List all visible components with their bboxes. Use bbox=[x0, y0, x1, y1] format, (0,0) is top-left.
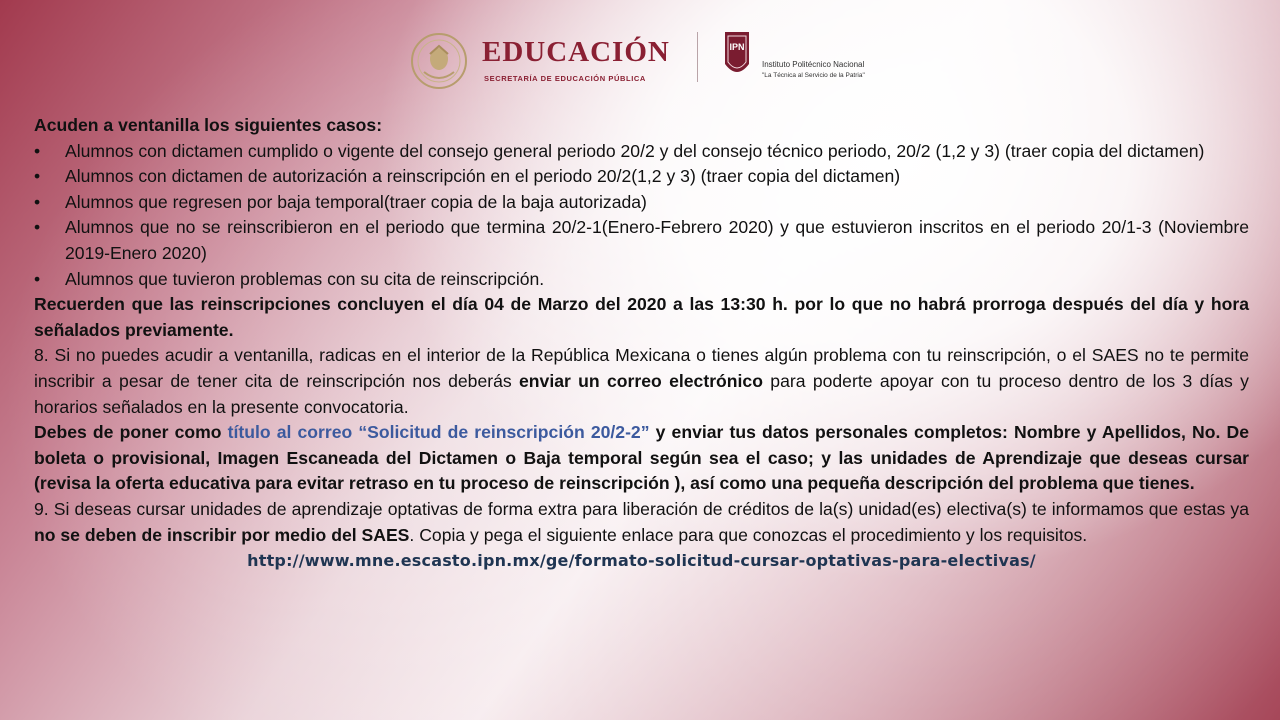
ipn-logo-text: IPN bbox=[729, 42, 745, 52]
ipn-name: Instituto Politécnico Nacional bbox=[762, 60, 865, 69]
mexico-seal-icon bbox=[410, 32, 468, 90]
ipn-motto: "La Técnica al Servicio de la Patria" bbox=[762, 72, 865, 79]
cases-heading: Acuden a ventanilla los siguientes casos: bbox=[34, 115, 383, 135]
list-item: • Alumnos que no se reinscribieron en el periodo que termina 20/2-1(Enero-Febrero 2020) y que estuvieron inscritos en el periodo 20/1-3 (Noviembre 2019-Enero 2020) bbox=[34, 215, 1249, 266]
announcement-body bbox=[34, 113, 1249, 574]
optativas-link[interactable]: http://www.mne.escasto.ipn.mx/ge/formato-solicitud-cursar-optativas-para-electivas/ bbox=[247, 551, 1036, 571]
list-item: • Alumnos que tuvieron problemas con su cita de reinscripción. bbox=[34, 267, 1249, 293]
point-8-text-b: para poderte apoyar con tu proceso dentro de los 3 días y horarios señalados en la presente convocatoria. bbox=[34, 370, 1249, 417]
point-8-paragraph bbox=[34, 343, 1249, 420]
deadline-reminder: Recuerden que las reinscripciones concluyen el día 04 de Marzo del 2020 a las 13:30 h. por lo que no habrá prorroga después del día y hora señalados previamente. bbox=[34, 294, 1249, 340]
email-instructions-b: y enviar tus datos personales completos: Nombre y Apellidos, No. De boleta o provisional, Imagen Escaneada del Dictamen o Baja temporal según sea el caso; y las unidades de Aprendizaje que deseas cursar (revisa la oferta educativa para evitar retraso en tu proceso de reinscripción ), así como una pequeña descripción del problema que tienes. bbox=[34, 422, 1249, 494]
list-item: • Alumnos con dictamen cumplido o vigente del consejo general periodo 20/2 y del consejo técnico periodo, 20/2 (1,2 y 3) (traer copia del dictamen) bbox=[34, 139, 1249, 165]
header bbox=[410, 28, 890, 92]
email-instructions-a: Debes de poner como bbox=[34, 422, 228, 443]
cases-list bbox=[34, 139, 1249, 293]
list-item: • Alumnos con dictamen de autorización a reinscripción en el periodo 20/2(1,2 y 3) (traer copia del dictamen) bbox=[34, 164, 1249, 190]
list-item: • Alumnos que regresen por baja temporal(traer copia de la baja autorizada) bbox=[34, 190, 1249, 216]
point-8-emphasis: enviar un correo electrónico bbox=[519, 370, 763, 391]
sep-title: EDUCACIÓN bbox=[482, 36, 670, 68]
sep-subtitle: SECRETARÍA DE EDUCACIÓN PÚBLICA bbox=[484, 74, 646, 83]
point-9-emphasis: no se deben de inscribir por medio del SAES bbox=[34, 524, 410, 545]
email-instructions-paragraph bbox=[34, 420, 1249, 497]
email-subject-highlight: título al correo “Solicitud de reinscripción 20/2-2” bbox=[227, 422, 650, 443]
point-8-text-a: 8. Si no puedes acudir a ventanilla, radicas en el interior de la República Mexicana o tienes algún problema con tu reinscripción, o el SAES no te permite inscribir a pesar de tener cita de reinscripción nos deberás bbox=[34, 345, 1249, 391]
header-divider bbox=[697, 32, 698, 82]
ipn-logo-icon bbox=[722, 30, 752, 82]
point-9-text-a: 9. Si deseas cursar unidades de aprendizaje optativas de forma extra para liberación de créditos de la(s) unidad(es) electiva(s) te informamos que estas ya bbox=[34, 498, 1249, 519]
point-9-text-b: . Copia y pega el siguiente enlace para que conozcas el procedimiento y los requisitos. bbox=[409, 524, 1088, 545]
point-9-paragraph bbox=[34, 497, 1249, 548]
